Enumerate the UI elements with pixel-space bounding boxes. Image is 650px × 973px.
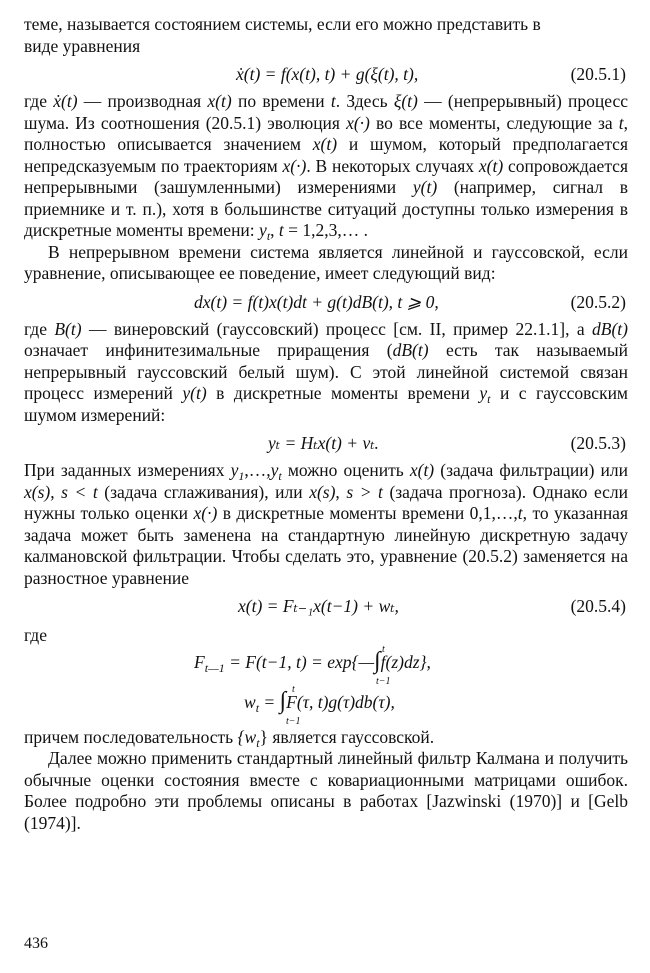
- definition-F: $F_{t—1} = F(t-1$, t) = exp{—∫f(z)dz},: [194, 647, 431, 675]
- equation-formula: ẋ(t) = f(x(t), t) + g(ξ(t), t),: [236, 64, 419, 84]
- page-number: 436: [24, 935, 48, 952]
- equation-20-5-3: [24, 426, 628, 460]
- equation-formula: dx(t) = f(t)x(t)dt + g(t)dB(t), t ⩾ 0,: [194, 291, 439, 312]
- paragraph-intro: [24, 14, 628, 57]
- equation-formula: x(t) = Fₜ₋₁x(t−1) + wₜ,: [238, 596, 399, 616]
- integral-lower-limit: t−1: [286, 715, 301, 727]
- paragraph-linear-gaussian: В непрерывном времени система является линейной и гауссовской, если уравнение, описывающее ее поведение, имеет следующий вид:: [24, 241, 628, 283]
- text-line: теме, называется состоянием системы, если его можно представить в: [24, 14, 541, 34]
- equation-20-5-4: [24, 589, 628, 623]
- equation-number: (20.5.2): [570, 291, 626, 312]
- integral-upper-limit: t: [292, 683, 295, 695]
- page-body: [24, 14, 628, 834]
- equation-20-5-1: [24, 57, 628, 91]
- definitions-block: [24, 643, 628, 727]
- text-line: виде уравнения: [24, 35, 141, 56]
- integral-lower-limit: t−1: [376, 675, 391, 687]
- paragraph-kalman: Далее можно применить стандартный линейный фильтр Калмана и получить обычные оценки состояния вместе с ковариационными матрицами ошибок. Более подробно эти проблемы описаны в работах [Jazwinski (1970)] и [Gelb (1974)].: [24, 748, 628, 833]
- paragraph-state-definition: где ẋ(t) — производная x(t) по времени t. Здесь ξ(t) — (непрерывный) процесс шума. Из соотношения (20.5.1) эволюция x(·) во все моменты, следующие за t, полностью описывается значением x(t) и шумом, который предполагается непредсказуемым по траекториям x(·). В некоторых случаях x(t) сопровождается непрерывными (зашумленными) измерениями y(t) (например, сигнал в приемнике и т. п.), хотя в большинстве ситуаций доступны только измерения в дискретные моменты времени: $y_t$, t = 1,2,3,… .: [24, 91, 629, 243]
- integral-upper-limit: t: [382, 643, 385, 655]
- equation-formula: yₜ = Hₜx(t) + vₜ.: [268, 433, 379, 453]
- paragraph-wiener: где B(t) — винеровский (гауссовский) процесс [см. II, пример 22.1.1], а dB(t) означает инфинитезимальные приращения (dB(t) есть так называемый непрерывный гауссовский белый шум). С этой линейной системой связан процесс измерений y(t) в дискретные моменты времени $y_t$ и с гауссовским шумом измерений:: [24, 318, 629, 425]
- equation-number: (20.5.1): [570, 64, 626, 84]
- paragraph-gaussian-sequence: причем последовательность $\{w_t\}$ является гауссовской.: [24, 726, 435, 750]
- where-label: где: [24, 625, 47, 645]
- equation-number: (20.5.3): [570, 433, 626, 453]
- definition-w: $w_t = \int F(\tau$, t)g(τ)db(τ),: [244, 687, 395, 715]
- paragraph-estimation: При заданных измерениях $y_1,\dots,y_t$ можно оценить x(t) (задача фильтрации) или x(s), s < t (задача сглаживания), или x(s), s > t (задача прогноза). Однако если нужны только оценки x(·) в дискретные моменты времени 0,1,…,t, то указанная задача может быть заменена на стандартную линейную дискретную задачу калмановской фильтрации. Чтобы сделать это, уравнение (20.5.2) заменяется на разностное уравнение: [24, 460, 629, 588]
- equation-20-5-2: [24, 285, 628, 319]
- equation-number: (20.5.4): [570, 596, 626, 616]
